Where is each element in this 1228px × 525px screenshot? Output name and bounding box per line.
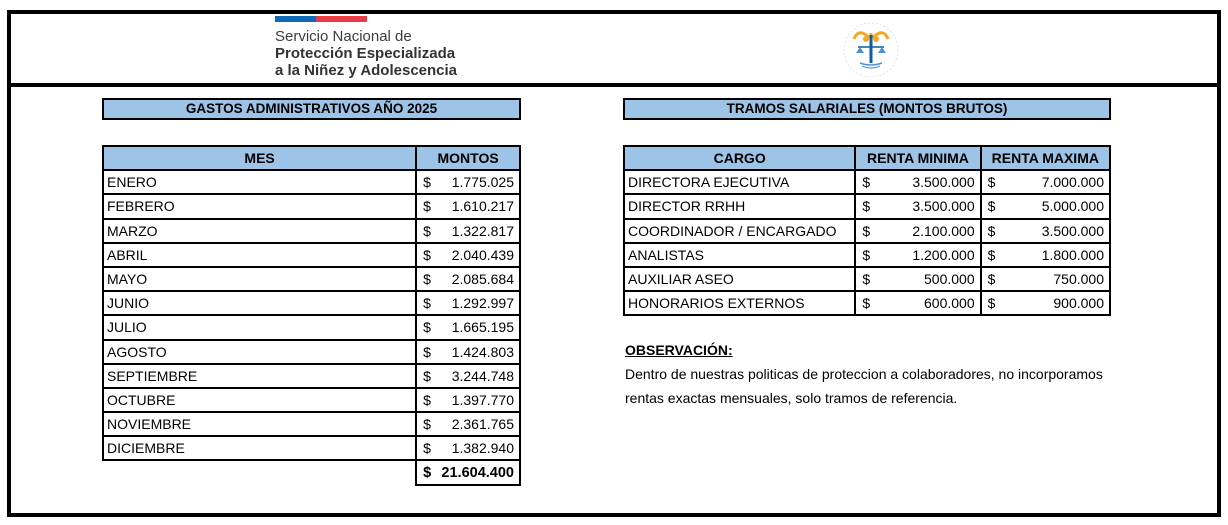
table-row — [103, 388, 520, 412]
gastos-header-row — [103, 146, 520, 170]
renta-maxima-value: 7.000.000 — [1041, 174, 1104, 191]
renta-maxima-value: 1.800.000 — [1041, 246, 1104, 263]
mes-cell: JUNIO — [103, 291, 416, 315]
table-row — [624, 243, 1110, 267]
currency-symbol: $ — [423, 319, 431, 336]
observacion-block — [625, 338, 1185, 410]
renta-minima-cell — [855, 219, 980, 243]
renta-minima-cell — [855, 170, 980, 194]
mes-cell: ENERO — [103, 170, 416, 194]
monto-cell — [416, 219, 520, 243]
currency-symbol: $ — [987, 271, 996, 288]
mes-cell: SEPTIEMBRE — [103, 364, 416, 388]
monto-cell — [416, 412, 520, 436]
table-row — [103, 291, 520, 315]
renta-minima-value: 2.100.000 — [912, 222, 975, 239]
currency-symbol: $ — [862, 222, 871, 239]
currency-symbol: $ — [987, 222, 996, 239]
renta-maxima-value: 3.500.000 — [1041, 222, 1104, 239]
monto-value: 1.775.025 — [451, 174, 514, 191]
cargo-cell: COORDINADOR / ENCARGADO — [624, 219, 855, 243]
monto-cell — [416, 388, 520, 412]
monto-value: 1.397.770 — [451, 391, 514, 408]
mes-cell: OCTUBRE — [103, 388, 416, 412]
sename-logo — [275, 14, 475, 86]
observacion-line-2: rentas exactas mensuales, solo tramos de referencia. — [625, 390, 958, 406]
currency-symbol: $ — [423, 295, 431, 312]
monto-value: 1.424.803 — [451, 343, 514, 360]
table-row — [103, 170, 520, 194]
currency-symbol: $ — [423, 440, 431, 457]
monto-cell — [416, 170, 520, 194]
monto-cell — [416, 267, 520, 291]
renta-minima-value: 3.500.000 — [912, 198, 975, 215]
mes-cell: DICIEMBRE — [103, 436, 416, 460]
column-header-renta-minima: RENTA MINIMA — [855, 146, 980, 170]
mes-cell: JULIO — [103, 315, 416, 339]
currency-symbol: $ — [862, 246, 871, 263]
currency-symbol: $ — [423, 464, 432, 481]
renta-minima-value: 500.000 — [924, 271, 975, 288]
cargo-cell: HONORARIOS EXTERNOS — [624, 291, 855, 315]
monto-value: 2.361.765 — [451, 416, 514, 433]
renta-minima-value: 600.000 — [924, 295, 975, 312]
renta-minima-cell — [855, 267, 980, 291]
column-header-montos: MONTOS — [416, 146, 520, 170]
renta-minima-cell — [855, 243, 980, 267]
table-row — [103, 412, 520, 436]
currency-symbol: $ — [423, 222, 431, 239]
column-header-mes: MES — [103, 146, 416, 170]
tramos-table — [623, 145, 1111, 316]
table-row — [624, 194, 1110, 218]
mes-cell: ABRIL — [103, 243, 416, 267]
renta-minima-value: 1.200.000 — [912, 246, 975, 263]
total-row — [103, 460, 520, 484]
column-header-cargo: CARGO — [624, 146, 855, 170]
monto-cell — [416, 436, 520, 460]
currency-symbol: $ — [423, 174, 431, 191]
renta-maxima-cell — [981, 194, 1110, 218]
table-row — [103, 364, 520, 388]
currency-symbol: $ — [987, 174, 996, 191]
monto-cell — [416, 291, 520, 315]
renta-minima-cell — [855, 291, 980, 315]
monto-value: 1.382.940 — [451, 440, 514, 457]
org-name-line-1: Servicio Nacional de — [275, 28, 412, 45]
observacion-title: OBSERVACIÓN: — [625, 342, 733, 358]
monto-cell — [416, 243, 520, 267]
org-name-line-3: a la Niñez y Adolescencia — [275, 62, 458, 79]
currency-symbol: $ — [862, 198, 871, 215]
table-row — [624, 291, 1110, 315]
monto-value: 3.244.748 — [451, 367, 514, 384]
cargo-cell: ANALISTAS — [624, 243, 855, 267]
mes-cell: AGOSTO — [103, 340, 416, 364]
mes-cell: MAYO — [103, 267, 416, 291]
currency-symbol: $ — [423, 198, 431, 215]
currency-symbol: $ — [862, 295, 871, 312]
flag-red-segment — [316, 16, 367, 22]
flag-bar-icon — [275, 16, 367, 22]
currency-symbol: $ — [423, 416, 431, 433]
mes-cell: MARZO — [103, 219, 416, 243]
monto-cell — [416, 194, 520, 218]
renta-maxima-cell — [981, 267, 1110, 291]
renta-maxima-cell — [981, 243, 1110, 267]
gastos-title: GASTOS ADMINISTRATIVOS AÑO 2025 — [102, 98, 521, 120]
monto-cell — [416, 315, 520, 339]
mes-cell: NOVIEMBRE — [103, 412, 416, 436]
flag-blue-segment — [275, 16, 316, 22]
cargo-cell: DIRECTOR RRHH — [624, 194, 855, 218]
observacion-line-1: Dentro de nuestras politicas de proteccion a colaboradores, no incorporamos — [625, 366, 1103, 382]
cargo-cell: DIRECTORA EJECUTIVA — [624, 170, 855, 194]
cargo-cell: AUXILIAR ASEO — [624, 267, 855, 291]
monto-cell — [416, 364, 520, 388]
foundation-scales-logo-icon — [836, 15, 906, 85]
tramos-header-row — [624, 146, 1110, 170]
currency-symbol: $ — [987, 246, 996, 263]
renta-maxima-cell — [981, 219, 1110, 243]
mes-cell: FEBRERO — [103, 194, 416, 218]
monto-value: 1.665.195 — [451, 319, 514, 336]
renta-minima-value: 3.500.000 — [912, 174, 975, 191]
total-cell — [416, 460, 520, 484]
currency-symbol: $ — [862, 271, 871, 288]
renta-maxima-cell — [981, 291, 1110, 315]
total-value: 21.604.400 — [441, 464, 514, 481]
table-row — [103, 340, 520, 364]
org-name — [275, 28, 457, 79]
table-row — [624, 219, 1110, 243]
table-row — [624, 170, 1110, 194]
renta-maxima-value: 900.000 — [1053, 295, 1104, 312]
monto-value: 1.322.817 — [451, 222, 514, 239]
renta-maxima-value: 5.000.000 — [1041, 198, 1104, 215]
document-header — [11, 14, 1217, 87]
renta-minima-cell — [855, 194, 980, 218]
currency-symbol: $ — [423, 391, 431, 408]
column-header-renta-maxima: RENTA MAXIMA — [981, 146, 1110, 170]
monto-value: 2.040.439 — [451, 246, 514, 263]
table-row — [103, 243, 520, 267]
currency-symbol: $ — [862, 174, 871, 191]
currency-symbol: $ — [987, 198, 996, 215]
org-name-line-2: Protección Especializada — [275, 45, 456, 62]
monto-value: 1.292.997 — [451, 295, 514, 312]
table-row — [103, 267, 520, 291]
table-row — [103, 219, 520, 243]
currency-symbol: $ — [423, 246, 431, 263]
renta-maxima-value: 750.000 — [1053, 271, 1104, 288]
table-row — [624, 267, 1110, 291]
currency-symbol: $ — [423, 271, 431, 288]
monto-value: 1.610.217 — [451, 198, 514, 215]
table-row — [103, 194, 520, 218]
total-spacer — [103, 460, 416, 484]
currency-symbol: $ — [423, 343, 431, 360]
monto-value: 2.085.684 — [451, 271, 514, 288]
tramos-title: TRAMOS SALARIALES (MONTOS BRUTOS) — [623, 98, 1111, 120]
table-row — [103, 436, 520, 460]
currency-symbol: $ — [423, 367, 431, 384]
table-row — [103, 315, 520, 339]
monto-cell — [416, 340, 520, 364]
renta-maxima-cell — [981, 170, 1110, 194]
currency-symbol: $ — [987, 295, 996, 312]
gastos-table — [102, 145, 521, 486]
